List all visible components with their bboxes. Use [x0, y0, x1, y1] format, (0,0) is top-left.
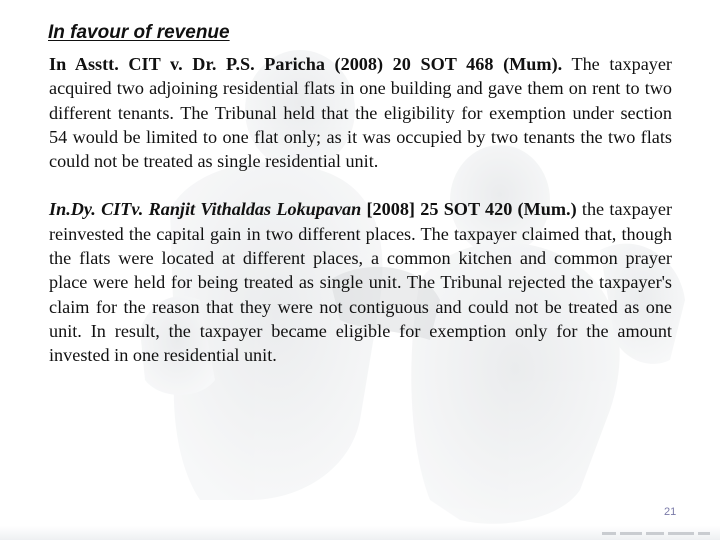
case-name: In.Dy. CITv. Ranjit Vithaldas Lokupavan [49, 199, 362, 220]
case-reference: In Asstt. CIT v. Dr. P.S. Paricha (2008) 20 SOT 468 (Mum). [49, 54, 563, 74]
case-body: The taxpayer acquired two adjoining residential flats in one building and gave them on rent to two different tenants. The Tribunal held that the eligibility for exemption under section 54 would be limited to one flat only; as it was occupied by two tenants the two flats could not be treated as single residential unit. [49, 54, 672, 172]
case-paragraph-2 [49, 197, 672, 367]
case-citation: [2008] 25 SOT 420 (Mum.) [361, 199, 577, 220]
slide-content [49, 20, 672, 368]
case-paragraph-1 [49, 52, 672, 173]
footer-logo-marks [602, 530, 712, 538]
slide-heading: In favour of revenue [48, 22, 230, 43]
case-body: the taxpayer reinvested the capital gain in two different places. The taxpayer claimed that, though the flats were located at different places, a common kitchen and common prayer place were held for being treated as single unit. The Tribunal rejected the taxpayer's claim for the reason that they were not contiguous and could not be treated as one unit. In result, the taxpayer became eligible for exemption only for the amount invested in one residential unit. [49, 199, 672, 366]
page-number: 21 [664, 506, 677, 518]
